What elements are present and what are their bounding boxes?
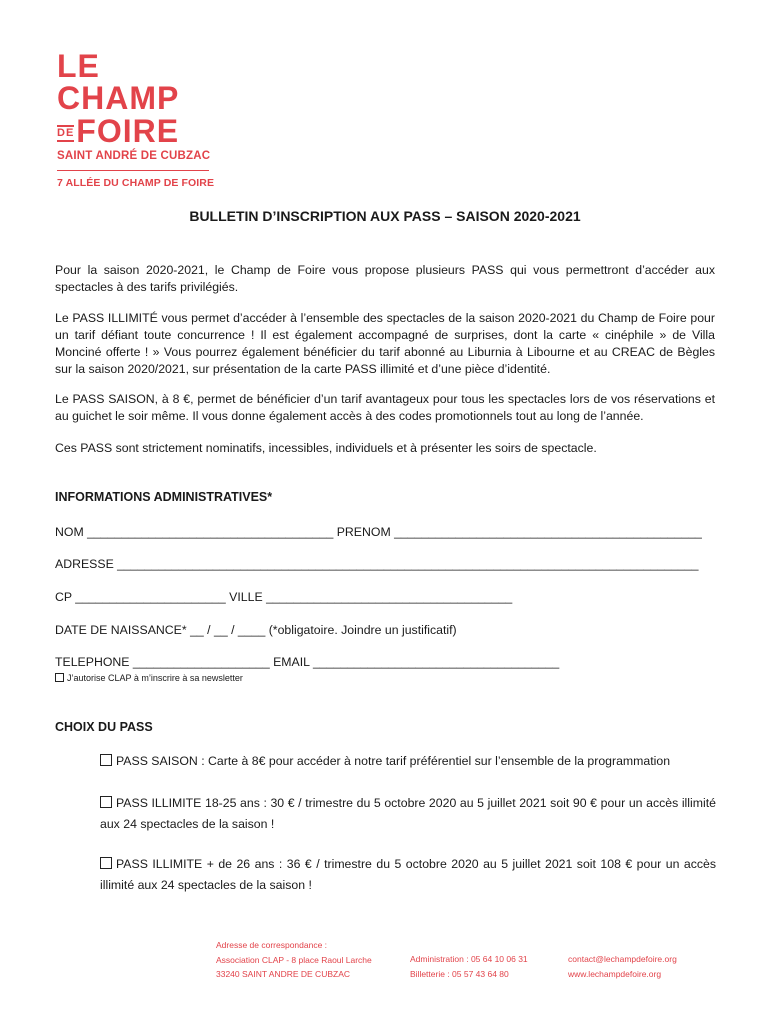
footer-phones — [410, 952, 528, 981]
logo-subtitle: SAINT ANDRÉ DE CUBZAC — [57, 150, 211, 162]
option-pass-illimite-18-25[interactable] — [100, 793, 716, 835]
logo — [57, 50, 217, 189]
newsletter-option[interactable] — [55, 673, 243, 683]
footer-email-link[interactable]: contact@lechampdefoire.org — [568, 954, 677, 964]
intro-paragraph: Pour la saison 2020-2021, le Champ de Foire vous propose plusieurs PASS qui vous permettront d’accéder aux spectacles à des tarifs privilégiés. — [55, 263, 715, 294]
footer-line: Billetterie : 05 57 43 64 80 — [410, 968, 509, 979]
option-pass-illimite-26-label: PASS ILLIMITE + de 26 ans : 36 € / trimestre du 5 octobre 2020 au 5 juillet 2021 soit 108 € pour un accès illimité aux 24 spectacles de la saison ! — [100, 857, 716, 892]
option-pass-saison-label: PASS SAISON : Carte à 8€ pour accéder à notre tarif préférentiel sur l’ensemble de la programmation — [116, 754, 671, 768]
nom-prenom-field[interactable]: NOM ____________________________________ PRENOM _____________________________________________ — [55, 525, 702, 539]
footer-line: Adresse de correspondance : — [216, 940, 328, 950]
pass-saison-paragraph: Le PASS SAISON, à 8 €, permet de bénéficier d’un tarif avantageux pour tous les spectacles lors de vos réservations et au guichet le soir même. Il vous donne également accès à des codes promotionnels tout au long de l’année. — [55, 392, 715, 423]
footer-line: Association CLAP - 8 place Raoul Larche — [216, 954, 372, 965]
cp-ville-field[interactable]: CP ______________________ VILLE ____________________________________ — [55, 590, 513, 604]
admin-heading: INFORMATIONS ADMINISTRATIVES* — [55, 490, 273, 504]
option-pass-illimite-18-25-label: PASS ILLIMITE 18-25 ans : 30 € / trimestre du 5 octobre 2020 au 5 juillet 2021 soit 90 € pour un accès illimité aux 24 spectacles de la saison ! — [100, 796, 716, 831]
pass-illimite-18-25-checkbox[interactable] — [100, 796, 112, 808]
footer-contact — [568, 952, 677, 981]
telephone-email-field[interactable]: TELEPHONE ____________________ EMAIL ____________________________________ — [55, 655, 560, 669]
logo-address: 7 ALLÉE DU CHAMP DE FOIRE — [57, 177, 215, 189]
logo-de: DE — [57, 125, 74, 142]
document-title: BULLETIN D’INSCRIPTION AUX PASS – SAISON 2020-2021 — [189, 208, 581, 224]
logo-line-champ: CHAMP — [57, 80, 180, 116]
pass-illimite-paragraph: Le PASS ILLIMITÉ vous permet d’accéder à l’ensemble des spectacles de la saison 2020-2021 du Champ de Foire pour un tarif défiant toute concurrence ! Il est également accompagné de surprises, dont la carte « cinéphile » de Villa Monciné offerte ! » Vous pourrez également bénéficier du tarif abonné au Liburnia à Libourne et au CREAC de Bègles sur la saison 2020/2021, sur présentation de la carte PASS illimité et d’une pièce d’identité. — [55, 311, 715, 376]
adresse-field[interactable]: ADRESSE _____________________________________________________________________________________ — [55, 557, 699, 571]
choix-heading: CHOIX DU PASS — [55, 720, 153, 734]
date-naissance-field[interactable]: DATE DE NAISSANCE* __ / __ / ____ (*obligatoire. Joindre un justificatif) — [55, 623, 457, 637]
logo-line-le: LE — [57, 48, 100, 84]
newsletter-label: J’autorise CLAP à m’inscrire à sa newsletter — [67, 673, 243, 683]
footer-correspondence — [216, 938, 372, 982]
newsletter-checkbox[interactable] — [55, 673, 64, 682]
pass-saison-checkbox[interactable] — [100, 754, 112, 766]
footer-line: Administration : 05 64 10 06 31 — [410, 954, 528, 964]
footer-website-link[interactable]: www.lechampdefoire.org — [568, 968, 662, 979]
option-pass-illimite-26[interactable] — [100, 854, 716, 896]
pass-illimite-26-checkbox[interactable] — [100, 857, 112, 869]
logo-line-foire — [57, 114, 217, 148]
logo-foire: FOIRE — [76, 113, 180, 149]
logo-divider — [57, 170, 209, 171]
footer-line: 33240 SAINT ANDRE DE CUBZAC — [216, 969, 350, 979]
pass-conditions-paragraph: Ces PASS sont strictement nominatifs, incessibles, individuels et à présenter les soirs de spectacle. — [55, 441, 597, 455]
option-pass-saison[interactable] — [100, 751, 716, 772]
